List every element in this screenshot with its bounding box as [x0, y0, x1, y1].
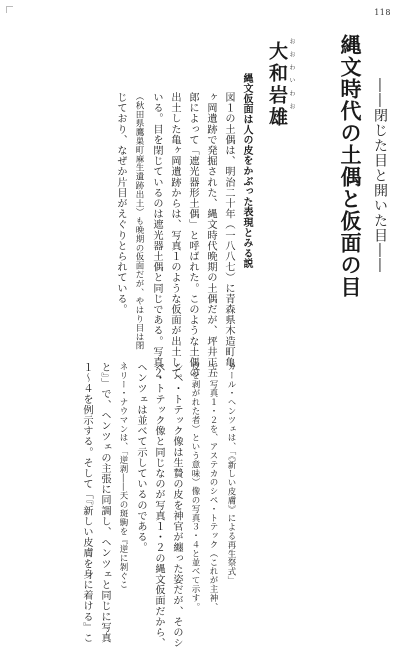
crop-mark	[6, 6, 13, 13]
article-subtitle: ――閉じた目と開いた目――	[372, 78, 388, 273]
text-column: ペ・トテック像と同じなのが写真１・２の縄文仮面だから、	[153, 362, 164, 648]
text-column: シペ・トテック像は生贄の皮を神官が纏った姿だが、そのシ	[171, 362, 182, 648]
section-heading: 縄文仮面は人の皮をかぶった表現とみる説	[241, 73, 252, 269]
article-title-block	[325, 34, 391, 298]
text-column: 郎によって「遮光器形土偶」と呼ばれた。このような土偶の	[187, 92, 198, 379]
text-column: カール・ヘンツェは、「《新しい皮膚》による再生祭式」	[226, 362, 236, 585]
text-column: １～４を例示する。そして「『新しい皮膚を身に着ける』こ	[81, 362, 92, 644]
text-column: と』」で、ヘンツェの主張に同調し、ヘンツェと同じに写真	[99, 362, 110, 644]
text-column: ヶ岡遺跡で発掘された、縄文時代晩期の土偶だが、坪井正五	[205, 92, 216, 379]
text-column: ヘンツェは並べて示しているのである。	[135, 362, 146, 553]
text-column: 出土した亀ヶ岡遺跡からは、写真１のような仮面が出土して	[169, 92, 180, 379]
page-number: 118	[374, 8, 391, 17]
text-column: （秋田県鷹巣町麻生遺跡出土）も晩期の仮面だが、やはり目は閉	[134, 92, 144, 351]
text-column: ネリー・ナウマンは、「逆剥――天の斑駒を『逆に剝ぐこ	[118, 362, 128, 590]
text-column: 皮を剥がれた者）という意味）像の写真３・４と並べて示す。	[190, 362, 200, 612]
author-ruby: おおわいわお	[288, 38, 295, 116]
text-column: いる。目を閉じているのは遮光器土偶と同じである。写真２	[151, 92, 162, 379]
article-title: 縄文時代の土偶と仮面の目	[338, 34, 363, 298]
text-column: 図１の土偶は、明治二十年（一八八七）に青森県木造町亀	[223, 92, 234, 368]
author-block	[260, 38, 294, 158]
text-column: じており、なぜか片目がえぐりとられている。	[115, 92, 126, 315]
author-name: 大和岩雄	[266, 41, 288, 129]
text-column: で、写真１・２を、アステカのシペ・トテック（これが主神、	[208, 362, 218, 612]
